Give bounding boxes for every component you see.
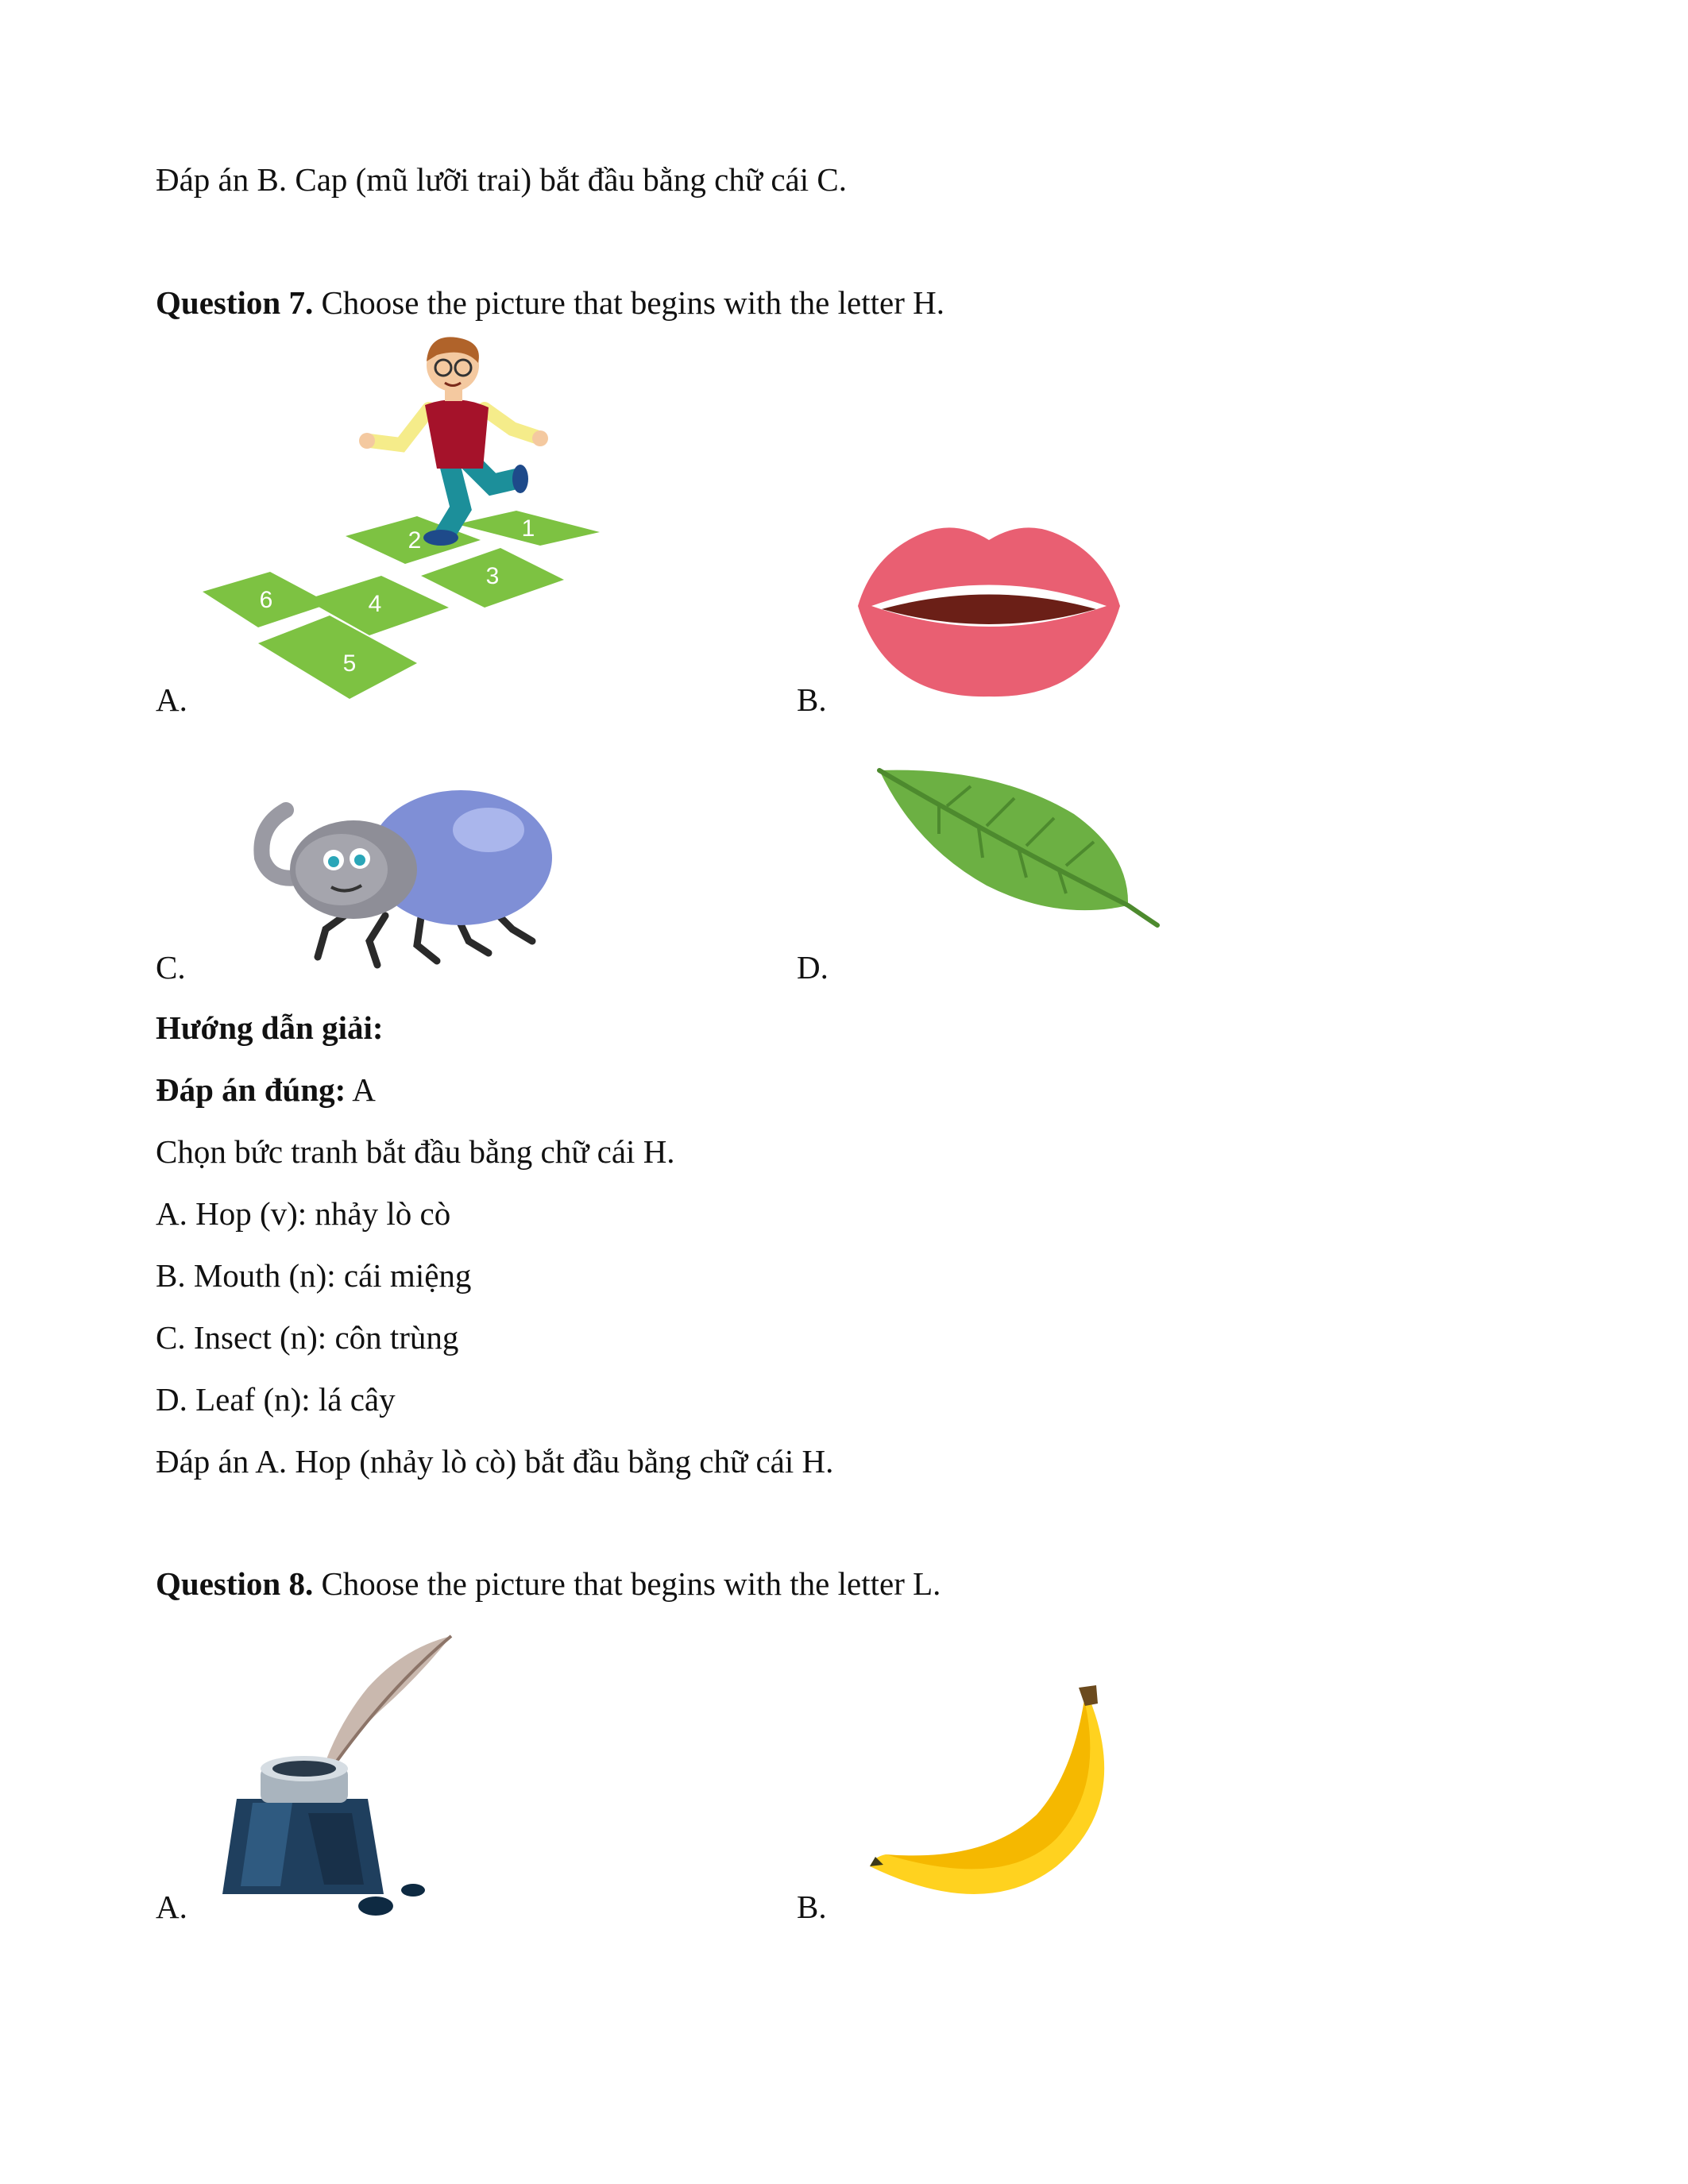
explain-line-5: D. Leaf (n): lá cây (156, 1381, 396, 1418)
question-8-number: Question 8. (156, 1565, 314, 1602)
correct-answer-label: Đáp án đúng: (156, 1071, 346, 1108)
correct-answer-value: A (352, 1071, 376, 1108)
hopscotch-digit-4: 4 (368, 591, 382, 617)
question-7-number: Question 7. (156, 284, 314, 321)
q8-option-a-label: A. (156, 1889, 187, 1925)
question-7-prompt: Choose the picture that begins with the letter H. (321, 284, 944, 321)
explain-line-3: B. Mouth (n): cái miệng (156, 1257, 472, 1294)
correct-answer (156, 1069, 376, 1110)
guide-title: Hướng dẫn giải: (156, 1009, 384, 1046)
mouth-lips-image (854, 520, 1124, 699)
explain-line-2: A. Hop (v): nhảy lò cò (156, 1195, 451, 1232)
hopscotch-boy-image (199, 338, 612, 711)
question-8-prompt: Choose the picture that begins with the letter L. (321, 1565, 941, 1602)
q7-option-b-label: B. (797, 681, 827, 718)
q8-option-b-label: B. (797, 1889, 827, 1925)
hopscotch-digit-6: 6 (259, 587, 273, 613)
hopscotch-digit-5: 5 (342, 650, 357, 677)
question-8-heading (156, 1563, 941, 1604)
previous-answer-text: Đáp án B. Cap (mũ lưỡi trai) bắt đầu bằng chữ cái C. (156, 161, 847, 198)
banana-image (866, 1684, 1128, 1922)
green-leaf-image (875, 766, 1161, 937)
hopscotch-digit-2: 2 (408, 527, 422, 554)
explain-line-4: C. Insect (n): côn trùng (156, 1319, 459, 1356)
explain-line-6: Đáp án A. Hop (nhảy lò cò) bắt đầu bằng chữ cái H. (156, 1443, 834, 1480)
hopscotch-grid (203, 511, 600, 699)
q7-option-d-label: D. (797, 949, 829, 986)
question-7-heading (156, 282, 944, 323)
beetle-insect-image (258, 782, 552, 969)
explain-line-1: Chọn bức tranh bắt đầu bằng chữ cái H. (156, 1133, 675, 1170)
ink-bottle-quill-image (205, 1632, 451, 1926)
hopscotch-digit-1: 1 (521, 515, 535, 542)
q7-option-a-label: A. (156, 681, 187, 718)
hopscotch-digit-3: 3 (485, 563, 500, 589)
q7-option-c-label: C. (156, 949, 186, 986)
